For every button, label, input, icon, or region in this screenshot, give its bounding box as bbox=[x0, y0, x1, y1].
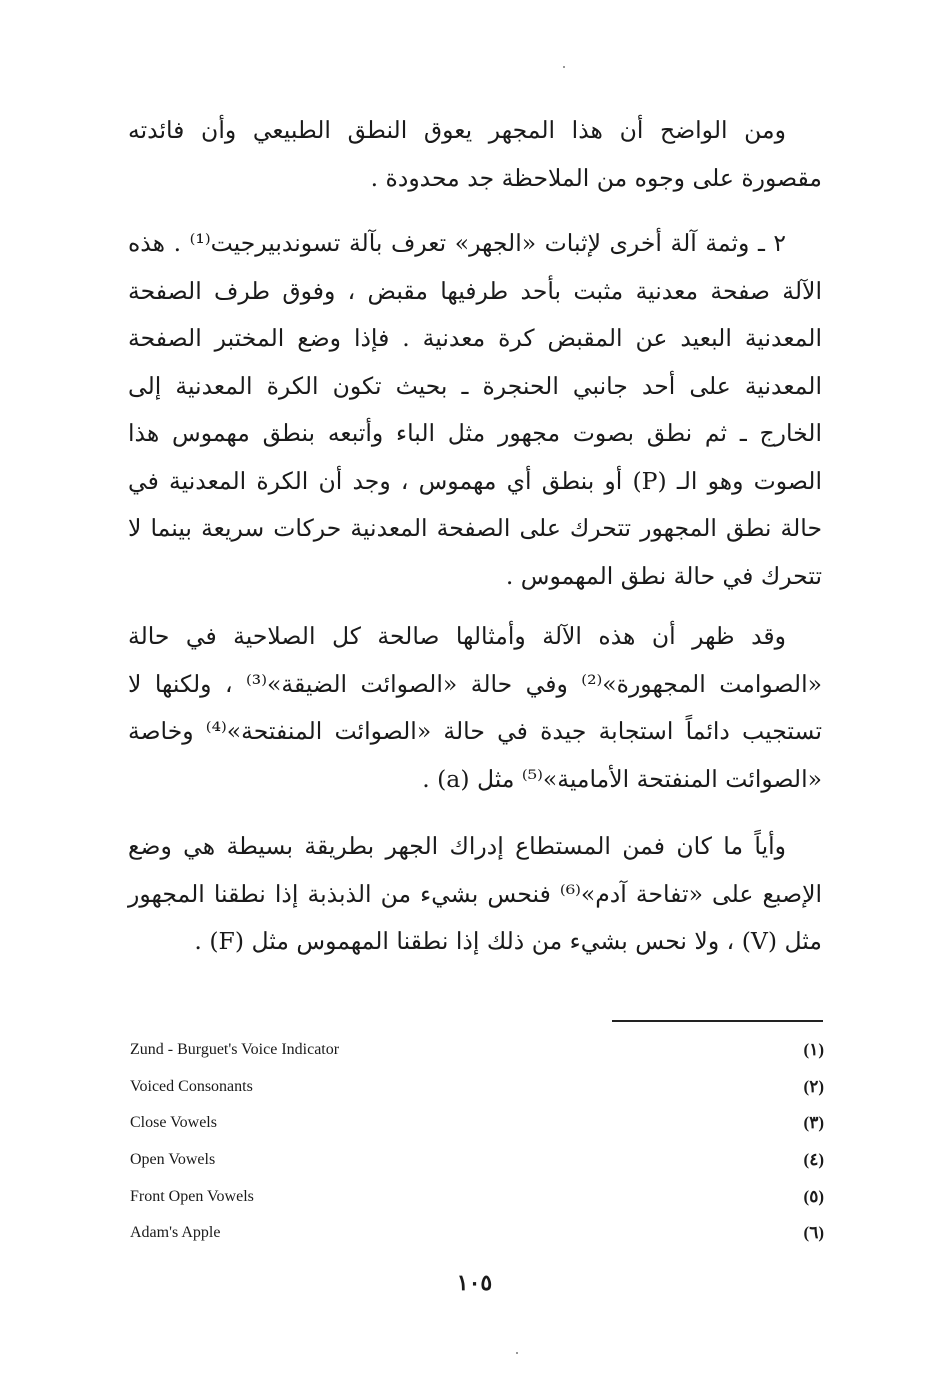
paragraph-2-text: ٢ ـ وثمة آلة أخرى لإثبات «الجهر» تعرف بآلة تسوندبيرجيت⁽¹⁾ . هذه الآلة صفحة معدنية مثبت بأحد طرفيها مقبض ، وفوق طرف الصفحة المعدنية البعيد عن المقبض كرة معدنية . فإذا وضع المختبر الصفحة المعدنية على أحد جانبي الحنجرة ـ بحيث تكون الكرة المعدنية إلى الخارج ـ ثم نطق بصوت مجهور مثل الباء وأتبعه بنطق مهموس هذا الصوت وهو الـ (P) أو بنطق أي مهموس ، وجد أن الكرة المعدنية في حالة نطق المجهور تتحرك على الصفحة المعدنية حركات سريعة بينما لا تتحرك في حالة نطق المهموس . bbox=[128, 229, 822, 590]
scan-speck bbox=[516, 1352, 518, 1354]
paragraph-4-text: وأياً ما كان فمن المستطاع إدراك الجهر بطريقة بسيطة هي وضع الإصبع على «تفاحة آدم»⁽⁶⁾ فنحس بشيء من الذبذبة إذا نطقنا المجهور مثل (V) ، ولا نحس بشيء من ذلك إذا نطقنا المهموس مثل (F) . bbox=[128, 832, 823, 955]
paragraph-1 bbox=[128, 107, 822, 202]
footnote-4 bbox=[130, 1142, 824, 1179]
scan-speck bbox=[563, 66, 565, 68]
footnote-2-number: (٢) bbox=[803, 1076, 824, 1096]
footnote-1-text: Zund - Burguet's Voice Indicator bbox=[130, 1041, 340, 1059]
footnote-3-text: Close Vowels bbox=[130, 1114, 217, 1132]
footnote-5-number: (٥) bbox=[803, 1186, 824, 1206]
footnote-3 bbox=[130, 1105, 824, 1142]
footnote-divider bbox=[612, 1020, 823, 1022]
footnote-1-number: (١) bbox=[803, 1040, 824, 1060]
paragraph-1-text: ومن الواضح أن هذا المجهر يعوق النطق الطبيعي وأن فائدته مقصورة على وجوه من الملاحظة جد محدودة . bbox=[128, 116, 822, 192]
paragraph-3-text: وقد ظهر أن هذه الآلة وأمثالها صالحة كل الصلاحية في حالة «الصوامت المجهورة»⁽²⁾ وفي حالة «الصوائت الضيقة»⁽³⁾ ، ولكنها لا تستجيب دائماً استجابة جيدة في حالة «الصوائت المنفتحة»⁽⁴⁾ وخاصة «الصوائت المنفتحة الأمامية»⁽⁵⁾ مثل (a) . bbox=[128, 622, 822, 793]
footnote-4-number: (٤) bbox=[803, 1150, 824, 1170]
footnote-1 bbox=[130, 1032, 824, 1069]
footnotes bbox=[130, 1032, 824, 1252]
footnote-6-number: (٦) bbox=[803, 1223, 824, 1243]
footnote-2-text: Voiced Consonants bbox=[130, 1077, 253, 1095]
footnote-3-number: (٣) bbox=[803, 1113, 824, 1133]
paragraph-2 bbox=[128, 220, 822, 600]
footnote-2 bbox=[130, 1069, 824, 1106]
footnote-6-text: Adam's Apple bbox=[130, 1224, 221, 1242]
paragraph-4 bbox=[128, 823, 822, 966]
footnote-5 bbox=[130, 1178, 824, 1215]
footnote-6 bbox=[130, 1215, 824, 1252]
footnote-5-text: Front Open Vowels bbox=[130, 1187, 254, 1205]
paragraph-3 bbox=[128, 613, 822, 803]
footnote-4-text: Open Vowels bbox=[130, 1151, 216, 1169]
page-number: ١٠٥ bbox=[456, 1270, 493, 1296]
